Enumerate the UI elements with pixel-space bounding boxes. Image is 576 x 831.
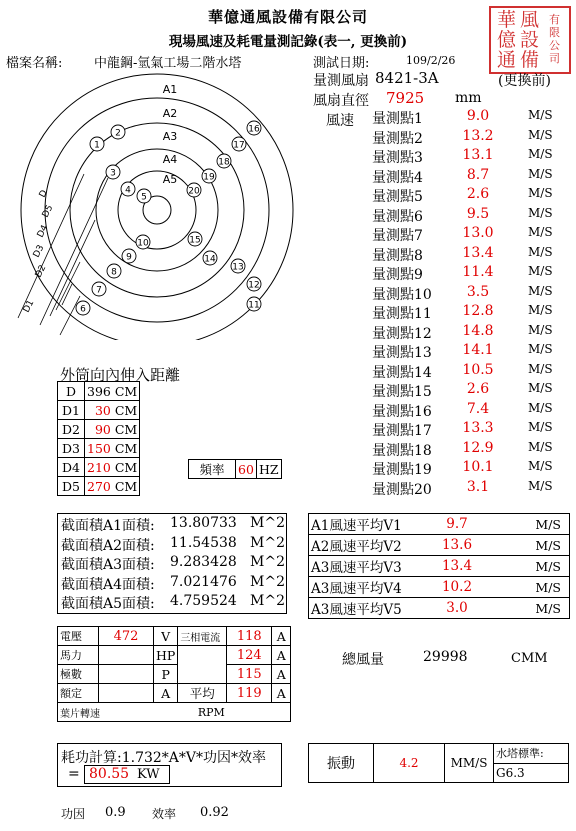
area-label: 截面積A2面積: <box>61 537 155 554</box>
wind-speed-label: 風速 <box>326 113 354 129</box>
freq-unit: HZ <box>257 460 282 479</box>
total-air-unit: CMM <box>511 651 548 666</box>
test-date-label: 測試日期: <box>313 56 370 71</box>
distance-value: 396 <box>85 382 113 401</box>
distance-title: 外筒向內伸入距離 <box>60 366 181 384</box>
point-value: 2.6 <box>466 381 490 397</box>
point-marker-label: 12 <box>248 280 260 291</box>
average-unit: M/S <box>489 556 570 577</box>
point-value: 11.4 <box>462 264 494 280</box>
point-marker-label: 4 <box>125 185 131 196</box>
electrical-table <box>57 626 291 722</box>
voltage-unit: V <box>154 627 178 646</box>
avg-current-value: 119 <box>227 684 272 703</box>
point-value: 13.1 <box>462 147 494 163</box>
area-unit: M^2 <box>250 554 285 570</box>
avg-current-label: 平均 <box>178 684 227 703</box>
ring-label-a5: A5 <box>162 173 178 186</box>
average-speed-row <box>309 556 570 577</box>
point-label: 量測點5 <box>372 189 423 205</box>
voltage-label: 電壓 <box>58 627 99 646</box>
point-value: 12.8 <box>462 303 494 319</box>
point-marker-label: 3 <box>110 168 116 179</box>
rpm-unit: RPM <box>178 703 291 722</box>
area-value: 4.759524 <box>170 593 237 609</box>
point-unit: M/S <box>528 205 553 220</box>
file-name-label: 檔案名稱: <box>6 56 63 71</box>
point-label: 量測點16 <box>372 403 432 420</box>
point-label: 量測點10 <box>372 286 432 303</box>
distance-unit: CM <box>113 382 140 401</box>
company-name: 華億通風設備有限公司 <box>207 8 368 26</box>
average-label: A3風速平均V4 <box>309 577 426 598</box>
point-marker-label: 2 <box>115 128 121 139</box>
dim-label-d3: D3 <box>31 243 47 260</box>
distance-row <box>58 458 140 477</box>
ring-label-a3: A3 <box>162 130 178 143</box>
point-value: 10.5 <box>462 361 494 378</box>
area-unit: M^2 <box>250 515 285 531</box>
point-label: 量測點13 <box>372 345 432 361</box>
dim-label-d: D <box>37 188 50 200</box>
distance-value: 150 <box>85 439 113 458</box>
vibration-table <box>308 743 569 783</box>
amp-unit: A <box>272 684 291 703</box>
distance-label: D1 <box>58 401 85 420</box>
average-unit: M/S <box>489 514 570 535</box>
point-value: 13.0 <box>462 225 494 241</box>
distance-table <box>57 381 140 496</box>
point-value: 9.5 <box>466 205 490 222</box>
average-value: 13.4 <box>425 556 489 577</box>
distance-label: D <box>58 382 85 401</box>
point-label: 量測點8 <box>372 247 423 264</box>
efficiency-label: 效率 <box>152 807 177 821</box>
vibration-label: 振動 <box>309 744 374 783</box>
area-value: 9.283428 <box>170 554 237 570</box>
point-unit: M/S <box>528 244 553 259</box>
point-marker-label: 19 <box>203 172 215 183</box>
point-unit: M/S <box>528 147 553 161</box>
point-value: 2.6 <box>466 186 490 202</box>
dim-line-d <box>18 174 84 318</box>
vibration-unit: MM/S <box>445 744 494 783</box>
average-speed-row <box>309 535 570 556</box>
frequency-table <box>188 459 282 479</box>
area-label: 截面積A5面積: <box>61 596 155 612</box>
point-label: 量測點19 <box>372 462 432 478</box>
point-unit: M/S <box>528 108 553 122</box>
current-label: 三相電流 <box>178 627 227 646</box>
average-value: 13.6 <box>425 535 489 556</box>
diameter-label: 風扇直徑 <box>313 93 369 109</box>
distance-row <box>58 477 140 496</box>
average-value: 3.0 <box>425 598 489 619</box>
distance-unit: CM <box>113 458 140 477</box>
point-label: 量測點11 <box>372 306 432 322</box>
point-label: 量測點14 <box>372 364 432 381</box>
point-value: 14.1 <box>462 342 494 358</box>
distance-value: 90 <box>85 420 113 439</box>
fan-model: 8421-3A <box>375 69 439 87</box>
point-unit: M/S <box>528 322 553 337</box>
distance-row <box>58 439 140 458</box>
distance-unit: CM <box>113 439 140 458</box>
ring-label-a2: A2 <box>162 107 178 120</box>
ring-label-a1: A1 <box>162 83 178 96</box>
point-unit: M/S <box>528 127 553 142</box>
efficiency-value: 0.92 <box>200 805 229 820</box>
average-unit: M/S <box>489 577 570 598</box>
standard-value: G6.3 <box>494 763 569 783</box>
fan-measurement-diagram <box>0 70 310 340</box>
area-unit: M^2 <box>250 593 285 609</box>
average-speed-table <box>308 513 570 619</box>
point-label: 量測點1 <box>372 111 423 127</box>
power-unit: KW <box>137 767 160 782</box>
diameter-unit: mm <box>455 90 482 106</box>
point-label: 量測點2 <box>372 130 423 147</box>
test-date: 109/2/26 <box>406 54 456 67</box>
average-label: A3風速平均V5 <box>309 598 426 619</box>
power-factor-value: 0.9 <box>105 805 126 820</box>
point-marker-label: 1 <box>94 140 100 151</box>
point-marker-label: 9 <box>126 252 132 263</box>
point-unit: M/S <box>528 439 553 454</box>
point-unit: M/S <box>528 264 553 278</box>
poles-unit: P <box>154 665 178 684</box>
distance-unit: CM <box>113 420 140 439</box>
ring-circle <box>45 98 269 322</box>
point-unit: M/S <box>528 459 553 473</box>
point-label: 量測點9 <box>372 267 423 283</box>
distance-value: 270 <box>85 477 113 496</box>
hp-unit: HP <box>154 646 178 665</box>
point-marker-label: 17 <box>233 140 245 151</box>
point-value: 9.0 <box>466 108 490 124</box>
point-unit: M/S <box>528 381 553 395</box>
freq-label: 頻率 <box>189 460 236 479</box>
point-marker-label: 5 <box>141 192 147 203</box>
current-value-2: 124 <box>227 646 272 665</box>
distance-row <box>58 401 140 420</box>
standard-label: 水塔標準: <box>494 744 569 764</box>
distance-label: D5 <box>58 477 85 496</box>
point-value: 13.3 <box>462 420 494 436</box>
point-marker-label: 20 <box>188 186 200 197</box>
point-label: 量測點12 <box>372 325 432 342</box>
rated-label: 額定 <box>58 684 99 703</box>
point-label: 量測點17 <box>372 423 432 439</box>
point-marker-label: 14 <box>204 254 216 265</box>
distance-row <box>58 420 140 439</box>
rated-unit: A <box>154 684 178 703</box>
distance-value: 210 <box>85 458 113 477</box>
average-speed-row <box>309 598 570 619</box>
point-unit: M/S <box>528 400 553 415</box>
freq-value: 60 <box>236 460 257 479</box>
point-label: 量測點15 <box>372 384 432 400</box>
point-value: 7.4 <box>466 400 490 417</box>
point-value: 13.4 <box>462 244 494 261</box>
point-unit: M/S <box>528 225 553 239</box>
ring-label-a4: A4 <box>162 153 178 166</box>
average-value: 9.7 <box>425 514 489 535</box>
dim-label-d4: D4 <box>35 223 51 240</box>
dim-line-d1 <box>60 296 80 335</box>
average-label: A2風速平均V2 <box>309 535 426 556</box>
area-label: 截面積A1面積: <box>61 518 155 534</box>
average-speed-row <box>309 514 570 535</box>
point-value: 14.8 <box>462 322 494 339</box>
average-unit: M/S <box>489 535 570 556</box>
point-value: 12.9 <box>462 439 494 456</box>
distance-label: D3 <box>58 439 85 458</box>
dim-label-d5: D5 <box>40 203 56 220</box>
power-equals: = <box>68 766 80 782</box>
file-name: 中龍鋼-氫氣工場二階水塔 <box>94 56 242 71</box>
poles-label: 極數 <box>58 665 99 684</box>
distance-unit: CM <box>113 477 140 496</box>
total-air-value: 29998 <box>423 649 468 665</box>
point-marker-label: 6 <box>80 304 86 315</box>
company-stamp: 華 風 億 設 通 備 有 限 公 司 <box>489 6 571 74</box>
point-unit: M/S <box>528 283 553 298</box>
area-unit: M^2 <box>250 573 285 590</box>
point-marker-label: 13 <box>232 262 244 273</box>
point-unit: M/S <box>528 342 553 356</box>
distance-row <box>58 382 140 401</box>
fan-label: 量測風扇 <box>313 73 369 89</box>
amp-unit: A <box>272 627 291 646</box>
voltage-value: 472 <box>99 627 154 646</box>
blade-speed-label: 葉片轉速 <box>58 703 178 722</box>
total-air-label: 總風量 <box>342 652 384 668</box>
distance-value: 30 <box>85 401 113 420</box>
distance-label: D2 <box>58 420 85 439</box>
dim-label-d1: D1 <box>21 298 37 315</box>
point-label: 量測點18 <box>372 442 432 459</box>
area-unit: M^2 <box>250 534 285 551</box>
point-value: 10.1 <box>462 459 494 475</box>
point-marker-label: 16 <box>248 124 260 135</box>
point-value: 3.1 <box>466 478 490 495</box>
point-unit: M/S <box>528 303 553 317</box>
amp-unit: A <box>272 665 291 684</box>
distance-label: D4 <box>58 458 85 477</box>
status-label: (更換前) <box>498 73 551 89</box>
area-value: 11.54538 <box>170 534 237 551</box>
area-label: 截面積A3面積: <box>61 557 155 573</box>
point-label: 量測點4 <box>372 169 423 186</box>
point-marker-label: 18 <box>218 157 230 168</box>
area-label: 截面積A4面積: <box>61 576 155 593</box>
point-unit: M/S <box>528 420 553 434</box>
point-label: 量測點3 <box>372 150 423 166</box>
point-unit: M/S <box>528 361 553 376</box>
current-value-3: 115 <box>227 665 272 684</box>
power-value: 80.55 <box>89 766 130 782</box>
current-value-1: 118 <box>227 627 272 646</box>
dim-label-d2: D2 <box>33 263 49 280</box>
point-unit: M/S <box>528 478 553 493</box>
amp-unit: A <box>272 646 291 665</box>
point-marker-label: 7 <box>96 285 102 296</box>
point-value: 8.7 <box>466 166 490 183</box>
vibration-value: 4.2 <box>374 744 445 783</box>
report-title: 現場風速及耗電量測記錄(表一, 更換前) <box>168 34 408 50</box>
point-unit: M/S <box>528 186 553 200</box>
point-unit: M/S <box>528 166 553 181</box>
point-marker-label: 11 <box>248 300 260 311</box>
distance-unit: CM <box>113 401 140 420</box>
point-label: 量測點7 <box>372 228 423 244</box>
hp-label: 馬力 <box>58 646 99 665</box>
point-value: 13.2 <box>462 127 494 144</box>
area-value: 13.80733 <box>170 515 237 531</box>
power-factor-label: 功因 <box>61 807 86 821</box>
average-unit: M/S <box>489 598 570 619</box>
point-marker-label: 8 <box>111 267 117 278</box>
average-speed-row <box>309 577 570 598</box>
point-marker-label: 10 <box>137 238 149 249</box>
point-marker-label: 15 <box>189 235 201 246</box>
average-label: A3風速平均V3 <box>309 556 426 577</box>
average-value: 10.2 <box>425 577 489 598</box>
diameter-value: 7925 <box>386 89 425 107</box>
point-label: 量測點20 <box>372 481 432 498</box>
average-label: A1風速平均V1 <box>309 514 426 535</box>
point-value: 3.5 <box>466 283 490 300</box>
area-value: 7.021476 <box>170 573 237 590</box>
power-formula: 耗功計算:1.732*A*V*功因*效率 <box>61 750 267 766</box>
point-label: 量測點6 <box>372 208 423 225</box>
